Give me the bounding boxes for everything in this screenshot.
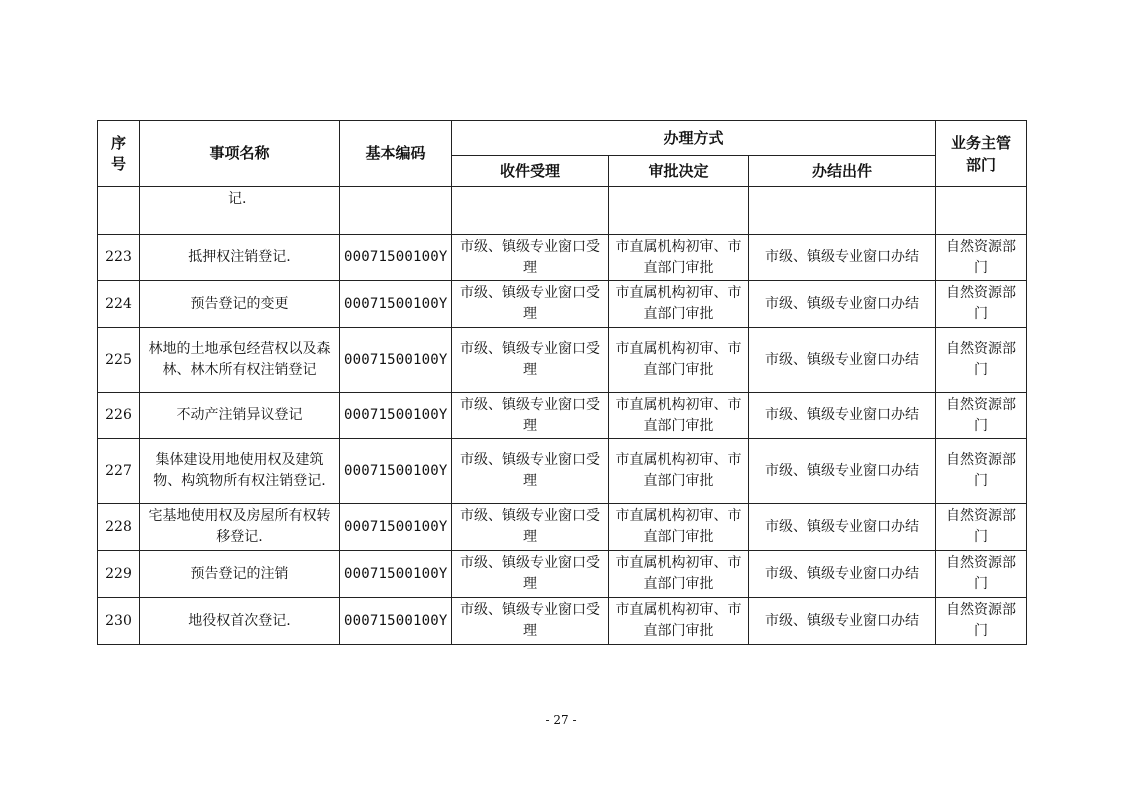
header-approve: 审批决定 <box>609 156 749 187</box>
cell-dept: 自然资源部门 <box>936 393 1027 439</box>
cell-receive: 市级、镇级专业窗口受理 <box>452 551 609 598</box>
table-row <box>98 235 1027 281</box>
cell-receive: 市级、镇级专业窗口受理 <box>452 328 609 393</box>
cell-name: 林地的土地承包经营权以及森林、林木所有权注销登记 <box>140 328 340 393</box>
cell-dept: 自然资源部门 <box>936 281 1027 328</box>
cell-approve: 市直属机构初审、市直部门审批 <box>609 235 749 281</box>
cell-code: 00071500100Y <box>340 551 452 598</box>
cell-complete: 市级、镇级专业窗口办结 <box>749 598 936 645</box>
header-handling-method: 办理方式 <box>452 121 936 156</box>
cell-dept: 自然资源部门 <box>936 439 1027 504</box>
cell-seq: 228 <box>98 504 140 551</box>
cell-code: 00071500100Y <box>340 328 452 393</box>
cell-code: 00071500100Y <box>340 281 452 328</box>
header-receive: 收件受理 <box>452 156 609 187</box>
cell-name: 地役权首次登记. <box>140 598 340 645</box>
cell-code: 00071500100Y <box>340 504 452 551</box>
cell-name: 预告登记的注销 <box>140 551 340 598</box>
cell-approve: 市直属机构初审、市直部门审批 <box>609 439 749 504</box>
header-basic-code: 基本编码 <box>340 121 452 187</box>
cell-receive: 市级、镇级专业窗口受理 <box>452 598 609 645</box>
cell-seq: 224 <box>98 281 140 328</box>
header-complete: 办结出件 <box>749 156 936 187</box>
cell-code: 00071500100Y <box>340 235 452 281</box>
cell-name: 不动产注销异议登记 <box>140 393 340 439</box>
cell-name: 记. <box>140 187 340 235</box>
cell-name: 宅基地使用权及房屋所有权转移登记. <box>140 504 340 551</box>
cell-receive: 市级、镇级专业窗口受理 <box>452 235 609 281</box>
cell-approve <box>609 187 749 235</box>
table-row <box>98 551 1027 598</box>
cell-dept: 自然资源部门 <box>936 504 1027 551</box>
cell-dept: 自然资源部门 <box>936 235 1027 281</box>
cell-approve: 市直属机构初审、市直部门审批 <box>609 551 749 598</box>
table-row <box>98 504 1027 551</box>
cell-dept: 自然资源部门 <box>936 598 1027 645</box>
table-row <box>98 439 1027 504</box>
cell-code: 00071500100Y <box>340 439 452 504</box>
cell-approve: 市直属机构初审、市直部门审批 <box>609 598 749 645</box>
cell-name: 抵押权注销登记. <box>140 235 340 281</box>
cell-approve: 市直属机构初审、市直部门审批 <box>609 328 749 393</box>
cell-seq: 229 <box>98 551 140 598</box>
cell-approve: 市直属机构初审、市直部门审批 <box>609 393 749 439</box>
cell-seq: 230 <box>98 598 140 645</box>
cell-dept: 自然资源部门 <box>936 551 1027 598</box>
header-dept: 业务主管 部门 <box>936 121 1027 187</box>
table-row <box>98 598 1027 645</box>
cell-code: 00071500100Y <box>340 598 452 645</box>
cell-code: 00071500100Y <box>340 393 452 439</box>
header-seq: 序 号 <box>98 121 140 187</box>
table-row <box>98 281 1027 328</box>
service-items-table <box>97 120 1027 645</box>
table-row <box>98 393 1027 439</box>
cell-seq: 225 <box>98 328 140 393</box>
cell-receive: 市级、镇级专业窗口受理 <box>452 439 609 504</box>
cell-dept: 自然资源部门 <box>936 328 1027 393</box>
cell-complete: 市级、镇级专业窗口办结 <box>749 281 936 328</box>
page-number: - 27 - <box>545 713 577 727</box>
continuation-row <box>98 187 1027 235</box>
cell-approve: 市直属机构初审、市直部门审批 <box>609 281 749 328</box>
cell-complete: 市级、镇级专业窗口办结 <box>749 551 936 598</box>
cell-receive: 市级、镇级专业窗口受理 <box>452 281 609 328</box>
cell-receive <box>452 187 609 235</box>
cell-seq: 223 <box>98 235 140 281</box>
cell-name: 预告登记的变更 <box>140 281 340 328</box>
header-item-name: 事项名称 <box>140 121 340 187</box>
cell-dept <box>936 187 1027 235</box>
cell-complete: 市级、镇级专业窗口办结 <box>749 328 936 393</box>
cell-receive: 市级、镇级专业窗口受理 <box>452 393 609 439</box>
header-row-top <box>98 121 1027 156</box>
cell-name: 集体建设用地使用权及建筑物、构筑物所有权注销登记. <box>140 439 340 504</box>
cell-approve: 市直属机构初审、市直部门审批 <box>609 504 749 551</box>
table-row <box>98 328 1027 393</box>
cell-seq <box>98 187 140 235</box>
cell-seq: 226 <box>98 393 140 439</box>
cell-code <box>340 187 452 235</box>
cell-seq: 227 <box>98 439 140 504</box>
cell-complete: 市级、镇级专业窗口办结 <box>749 439 936 504</box>
cell-complete: 市级、镇级专业窗口办结 <box>749 504 936 551</box>
cell-complete: 市级、镇级专业窗口办结 <box>749 235 936 281</box>
cell-receive: 市级、镇级专业窗口受理 <box>452 504 609 551</box>
cell-complete: 市级、镇级专业窗口办结 <box>749 393 936 439</box>
cell-complete <box>749 187 936 235</box>
